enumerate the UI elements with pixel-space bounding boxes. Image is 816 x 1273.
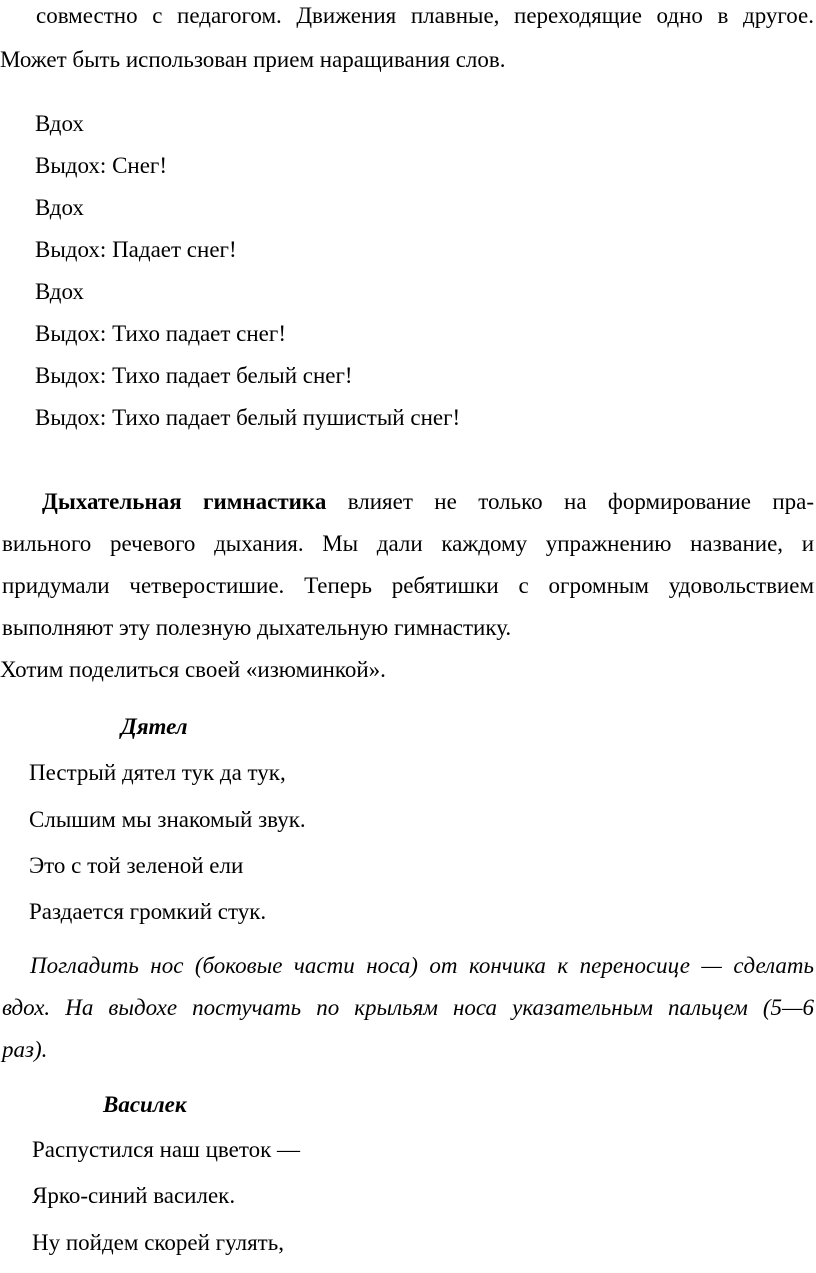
exercise-line: Выдох: Снег! (35, 153, 168, 178)
exercise-line: Выдох: Тихо падает белый пушистый снег! (35, 405, 461, 430)
paragraph-line-5: Хотим поделиться своей «изюминкой». (0, 657, 386, 682)
poem-line: Распустился наш цветок — (32, 1137, 300, 1162)
paragraph-line-4: выполняют эту полезную дыхательную гимнастику. (2, 615, 512, 640)
instruction-line-1: Погладить нос (боковые части носа) от кончика к переносице — сделать (30, 953, 814, 978)
instruction-line-2: вдох. На выдохе постучать по крыльям носа указательным пальцем (5—6 (2, 995, 814, 1020)
poem-line: Ну пойдем скорей гулять, (32, 1230, 284, 1255)
poem-line: Пестрый дятел тук да тук, (29, 760, 286, 785)
poem-line: Это с той зеленой ели (29, 853, 244, 878)
intro-line-1: совместно с педагогом. Движения плавные, переходящие одно в другое. (36, 3, 814, 28)
exercise-line: Выдох: Тихо падает снег! (35, 321, 286, 346)
paragraph-line-3: придумали четверостишие. Теперь ребятишки с огромным удовольствием (2, 573, 814, 598)
exercise-line: Выдох: Тихо падает белый снег! (35, 363, 353, 388)
poem-line: Ярко-синий василек. (32, 1183, 236, 1208)
instruction-line-3: раз). (2, 1037, 48, 1062)
exercise-line: Вдох (35, 195, 84, 220)
exercise-line: Вдох (35, 279, 84, 304)
paragraph-line-1-rest: влияет не только на формирование пра- (347, 489, 814, 514)
exercise-line: Выдох: Падает снег! (35, 237, 237, 262)
poem-line: Раздается громкий стук. (29, 899, 267, 924)
poem-title-vasilek: Василек (103, 1092, 187, 1117)
intro-line-2: Может быть использован прием наращивания слов. (0, 47, 506, 72)
exercise-line: Вдох (35, 111, 84, 136)
paragraph-line-1 (42, 488, 814, 516)
paragraph-bold-term: Дыхательная гимнастика (42, 489, 327, 514)
poem-line: Слышим мы знакомый звук. (29, 807, 306, 832)
paragraph-line-2: вильного речевого дыхания. Мы дали каждому упражнению название, и (2, 531, 814, 556)
poem-title-dyatel: Дятел (121, 714, 188, 739)
